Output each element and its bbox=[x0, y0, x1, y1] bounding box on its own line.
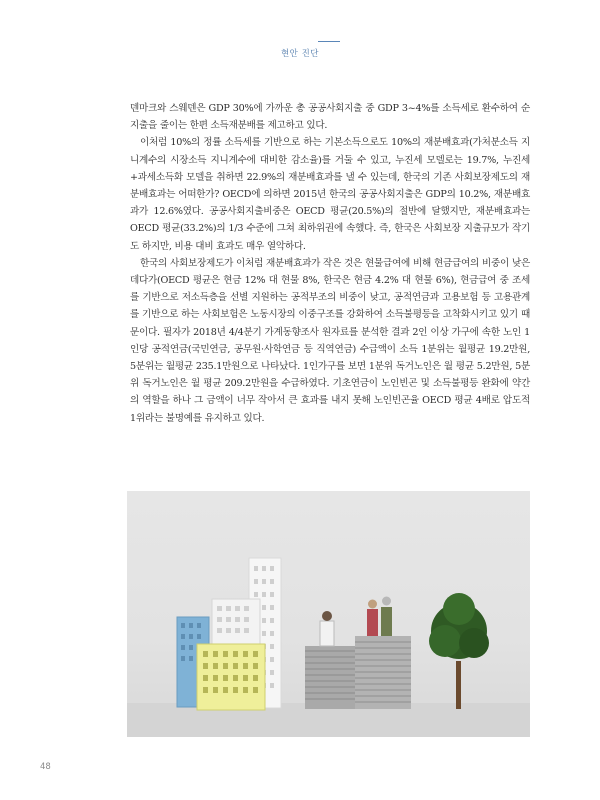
paragraph: 한국의 사회보장제도가 이처럼 재분배효과가 작은 것은 현물급여에 비해 현금급여의 비중이 낮은데다가(OECD 평균은 현금 12% 대 현물 8%, 한국은 현금 4.2% 대 현물 6%), 현금급여 중 조세를 기반으로 저소득층을 선별 지원하는 공적부조의 비중이 낮고, 공적연금과 고용보험 등 고용관계를 기반으로 하는 사회보험은 노동시장의 이중구조를 강화하여 소득불평등을 고착화시키고 있기 때문이다. 필자가 2018년 4/4분기 가계동향조사 원자료를 분석한 결과 2인 이상 가구에 속한 노인 1인당 공적연금(국민연금, 공무원·사학연금 등 직역연금) 수급액이 소득 1분위는 월평균 19.2만원, 5분위는 월평균 235.1만원으로 나타났다. 1인가구를 보면 1분위 독거노인은 월 평균 5.2만원, 5분위 독거노인은 월 평균 209.2만원을 수급하였다. 기초연금이 노인빈곤 및 소득불평등 완화에 약간의 역할을 하나 그 금액이 너무 작아서 큰 효과를 내지 못해 노인빈곤율 OECD 평균 4배로 압도적 1위라는 불명예를 유지하고 있다. bbox=[130, 257, 530, 424]
miniature-scene-illustration bbox=[127, 491, 530, 737]
illustration-photo bbox=[127, 491, 530, 737]
tree bbox=[429, 593, 489, 709]
coin-stacks bbox=[305, 636, 411, 709]
section-header: 현안 진단 bbox=[280, 49, 320, 59]
page-number: 48 bbox=[40, 762, 51, 772]
header-rule bbox=[318, 41, 340, 42]
paragraph: 덴마크와 스웨덴은 GDP 30%에 가까운 총 공공사회지출 중 GDP 3~4%를 소득세로 환수하여 순지출을 줄이는 한편 소득재분배를 제고하고 있다. bbox=[130, 103, 530, 132]
paragraph: 이처럼 10%의 정률 소득세를 기반으로 하는 기본소득으로도 10%의 재분배효과(가처분소득 지니계수의 시장소득 지니계수에 대비한 감소율)를 거둘 수 있고, 누진세 모델로는 19.7%, 누진세+과세소득화 모델을 취하면 22.9%의 재분배효과를 낼 수 있는데, 한국의 기존 사회보장제도의 재분배효과는 어떠한가? OECD에 의하면 2015년 한국의 공공사회지출은 GDP의 10.2%, 재분배효과가 12.6%였다. 공공사회지출비중은 OECD 평균(20.5%)의 절반에 달했지만, 재분배효과는 OECD 평균(33.2%)의 1/3 수준에 그쳐 최하위권에 속했다. 즉, 한국은 사회보장 지출규모가 작기도 하지만, 비용 대비 효과도 매우 열악하다. bbox=[130, 137, 530, 252]
yellow-building bbox=[197, 644, 265, 710]
article-body bbox=[130, 100, 530, 427]
